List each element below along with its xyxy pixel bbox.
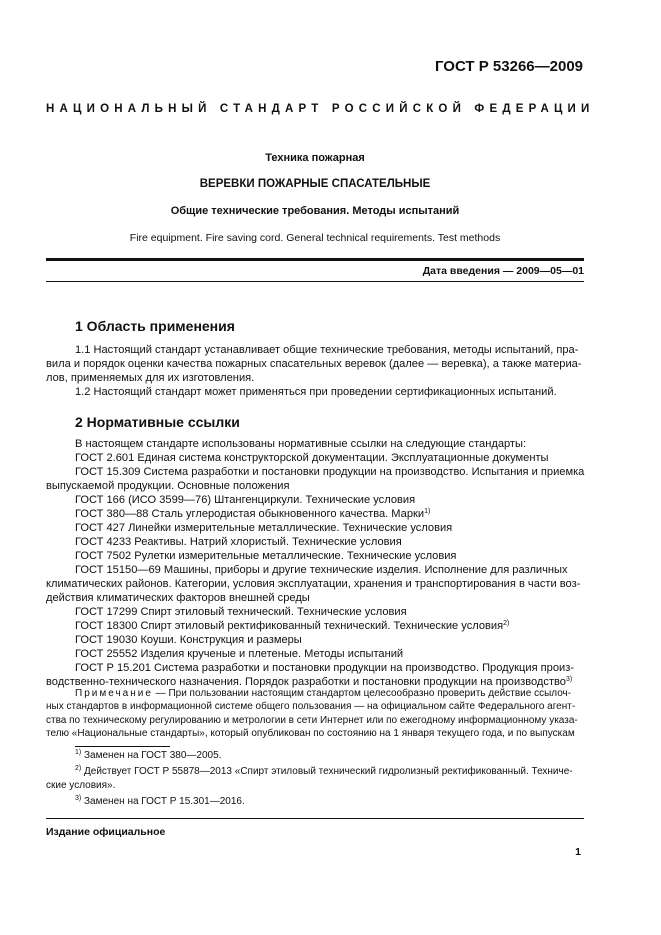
footnote-ref: 1) [424,508,431,515]
section-1-line: 1.2 Настоящий стандарт может применяться при проведении сертификационных испытаний. [75,386,557,398]
reference-text: ГОСТ 4233 Реактивы. Натрий хлористый. Технические условия [75,536,402,548]
title-english: Fire equipment. Fire saving cord. General technical requirements. Test methods [129,232,501,244]
footnote-mark: 3) [75,795,82,803]
reference-line [46,591,584,605]
reference-text: водственно-технического назначения. Порядок разработки и постановки продукции на производство [46,676,566,688]
reference-text: ГОСТ 2.601 Единая система конструкторской документации. Эксплуатационные документы [75,452,549,464]
footnote-mark: 2) [75,765,82,773]
section-1-line: лов, применяемых для их изготовления. [46,372,255,384]
footnote-ref: 2) [503,620,510,627]
section-1-body [46,343,584,399]
reference-text: ГОСТ 427 Линейки измерительные металлические. Технические условия [75,522,453,534]
title-category: Техника пожарная [265,152,365,164]
footer-divider [46,818,584,819]
title-subtitle: Общие технические требования. Методы испытаний [170,205,460,217]
introduction-date: Дата введения — 2009—05—01 [422,265,584,277]
thin-divider [46,281,584,282]
reference-line [46,605,584,619]
normative-references-list [46,437,584,689]
reference-line [46,633,584,647]
footnote-text: Заменен на ГОСТ Р 15.301—2016. [84,796,245,808]
reference-text: ГОСТ 18300 Спирт этиловый ректификованный технический. Технические условия [75,620,504,632]
reference-line [46,521,584,535]
reference-text: В настоящем стандарте использованы нормативные ссылки на следующие стандарты: [75,438,527,450]
section-1-heading: 1 Область применения [75,318,235,334]
footnote-text: Действует ГОСТ Р 55878—2013 «Спирт этиловый технический гидролизный ректификованный. Техниче- [84,766,573,778]
reference-text: ГОСТ Р 15.201 Система разработки и постановки продукции на производство. Продукция произ- [75,662,574,674]
reference-line [46,661,584,675]
standard-number-header: ГОСТ Р 53266—2009 [434,58,583,75]
reference-line [46,479,584,493]
national-standard-banner: НАЦИОНАЛЬНЫЙ СТАНДАРТ РОССИЙСКОЙ ФЕДЕРАЦИИ [46,103,595,115]
reference-text: ГОСТ 7502 Рулетки измерительные металлические. Технические условия [75,550,457,562]
footnote-divider [75,746,170,747]
section-1-line: вила и порядок оценки качества пожарных спасательных веревок (далее — веревка), а также материа- [46,358,582,370]
section-2-heading: 2 Нормативные ссылки [75,414,240,430]
note-block [46,687,584,741]
note-line: ных стандартов в информационной системе общего пользования — на официальном сайте Федерального агент- [46,701,576,713]
reference-line [46,451,584,465]
reference-text: ГОСТ 17299 Спирт этиловый технический. Технические условия [75,606,407,618]
reference-line [46,437,584,451]
reference-text: климатических районов. Категории, условия эксплуатации, хранения и транспортирования в части воз- [46,578,581,590]
note-line: ства по техническому регулированию и метрологии в сети Интернет или по ежегодному информационному указа- [46,714,578,726]
reference-line [46,647,584,661]
reference-line [46,535,584,549]
footnote-1 [46,749,584,762]
footnote-3 [46,795,584,808]
reference-text: выпускаемой продукции. Основные положения [46,480,290,492]
reference-line [46,493,584,507]
footnote-2-continued: ские условия». [46,779,116,791]
reference-line [46,577,584,591]
footnote-text: Заменен на ГОСТ 380—2005. [84,750,222,761]
footnote-2 [46,765,584,778]
reference-line [46,549,584,563]
reference-line [46,507,584,521]
reference-text: ГОСТ 25552 Изделия крученые и плетеные. Методы испытаний [75,648,404,660]
reference-text: ГОСТ 19030 Коуши. Конструкция и размеры [75,634,302,646]
footnote-mark: 1) [75,749,82,756]
reference-text: ГОСТ 166 (ИСО 3599—76) Штангенциркули. Технические условия [75,494,416,506]
page-number: 1 [575,846,581,858]
title-main: ВЕРЕВКИ ПОЖАРНЫЕ СПАСАТЕЛЬНЫЕ [199,178,431,190]
footnotes [46,749,584,809]
reference-text: ГОСТ 380—88 Сталь углеродистая обыкновенного качества. Марки [75,508,425,520]
note-text: — При пользовании настоящим стандартом целесообразно проверить действие ссылоч- [152,688,572,699]
reference-line [46,563,584,577]
reference-line [46,619,584,633]
official-edition-label: Издание официальное [46,826,166,838]
reference-text: ГОСТ 15150—69 Машины, приборы и другие технические изделия. Исполнение для различных [75,564,568,576]
note-first-line [46,687,584,700]
reference-text: ГОСТ 15.309 Система разработки и постановки продукции на производство. Испытания и приемка [75,466,585,478]
reference-text: действия климатических факторов внешней среды [46,592,310,604]
section-1-line: 1.1 Настоящий стандарт устанавливает общие технические требования, методы испытаний, пра- [75,344,579,356]
reference-line [46,465,584,479]
footnote-ref: 3) [565,676,573,683]
note-line: телю «Национальные стандарты», который опубликован по состоянию на 1 января текущего года, и по выпускам [46,728,575,740]
thick-divider [46,258,584,261]
note-label: Примечание [75,688,153,699]
